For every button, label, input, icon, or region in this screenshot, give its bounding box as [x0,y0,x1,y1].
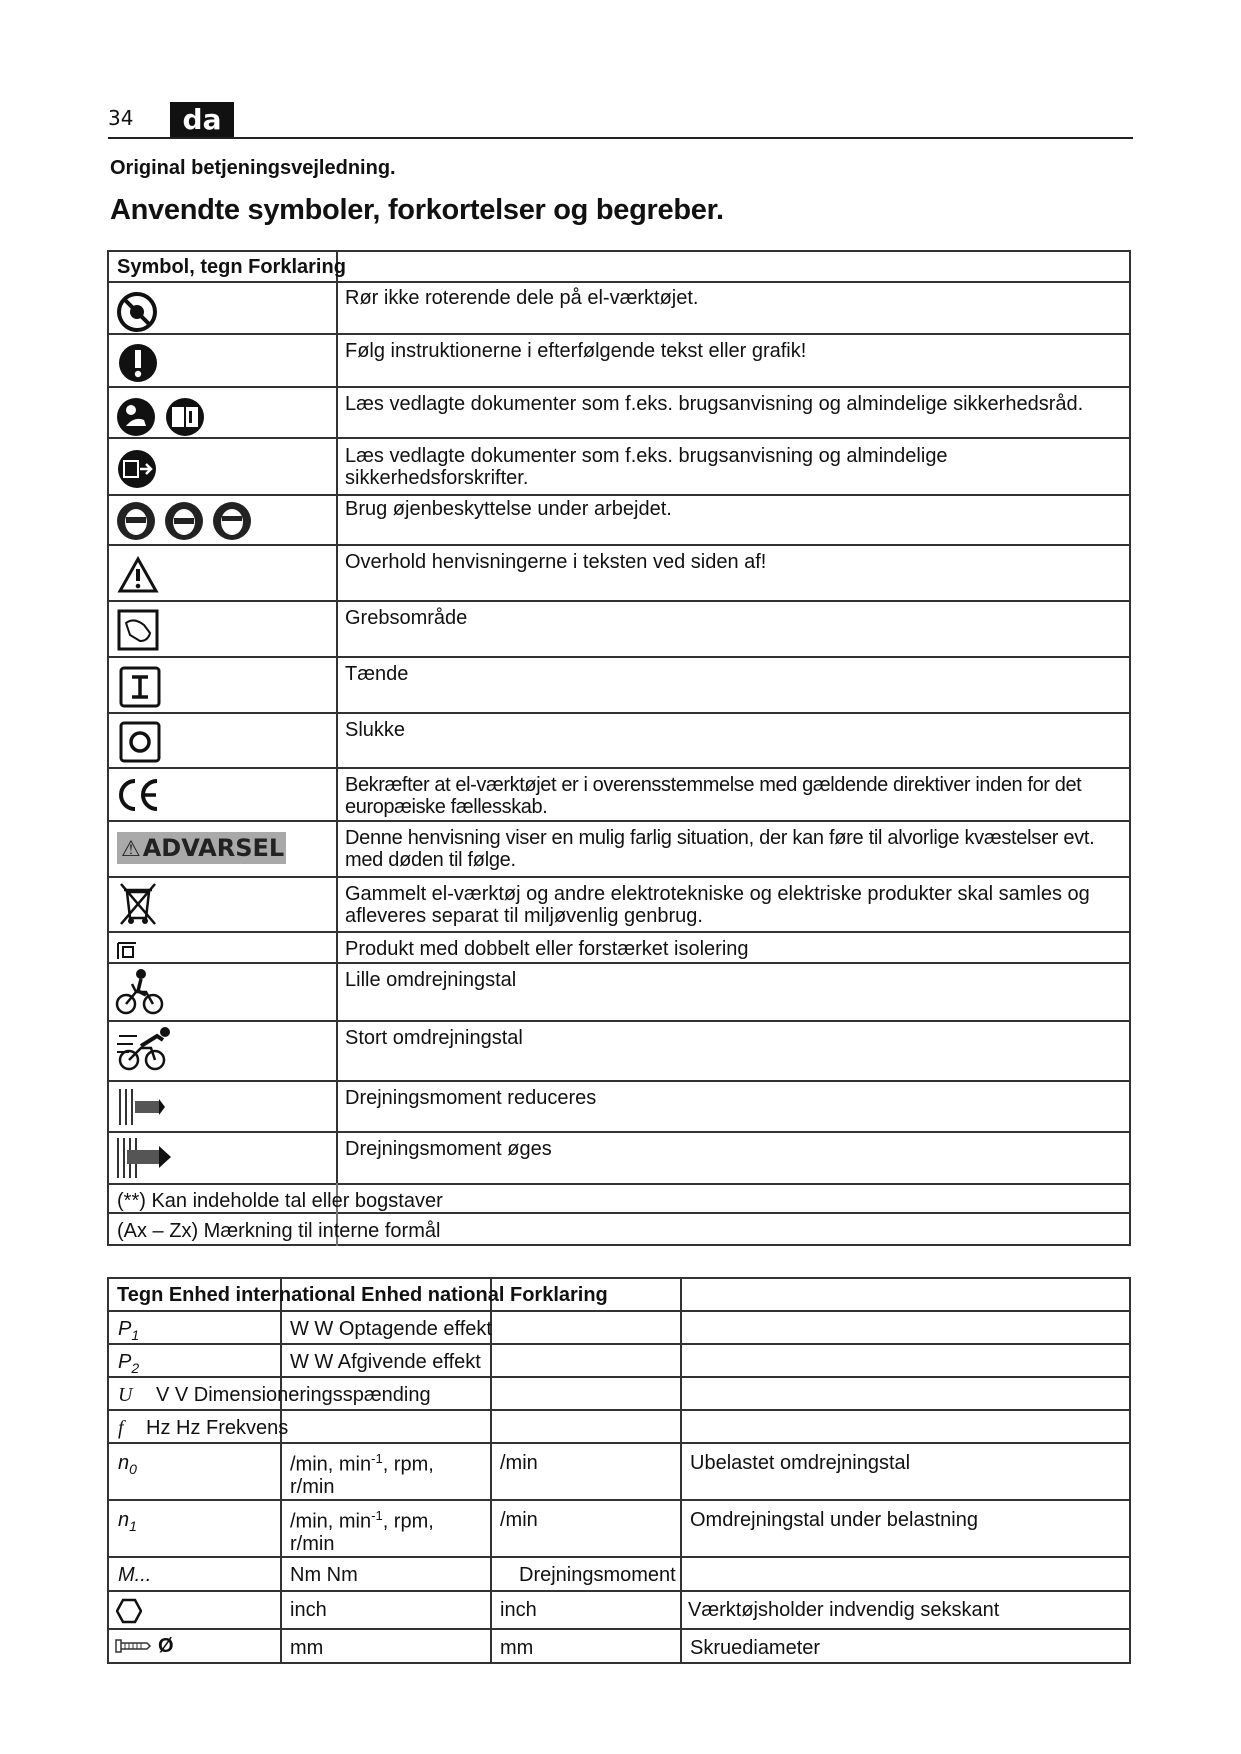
ce-mark-icon [117,778,161,812]
national-unit-cell: /min [500,1509,538,1531]
document-subtitle: Original betjeningsvejledning. [110,157,396,179]
power-off-icon [119,721,161,763]
symbol-cell: M... [118,1564,152,1586]
table-row-text: Læs vedlagte dokumenter som f.eks. brugsanvisning og almindelige sikkerhedsforskrifter. [345,445,948,489]
merged-line: W W Afgivende effekt [290,1351,481,1373]
table-row-text: Gammelt el-værktøj og andre elektrotekniske og elektriske produkter skal samles og afleveres separat til miljøvenlig genbrug. [345,883,1090,927]
table-row-text: Produkt med dobbelt eller forstærket isolering [345,938,749,960]
page-title: Anvendte symboler, forkortelser og begreber. [110,194,724,226]
national-unit-cell: /min [500,1452,538,1474]
table-row-text: Grebsområde [345,607,468,629]
read-documents-icon [116,448,158,490]
explanation-cell: Skruediameter [690,1637,821,1659]
low-speed-bicycle-icon [115,966,165,1016]
table-row-text: Drejningsmoment reduceres [345,1087,597,1109]
explanation-cell: Drejningsmoment [519,1564,676,1586]
national-unit-cell: mm [500,1637,534,1659]
torque-reduce-icon [117,1085,167,1129]
table-row-text: Læs vedlagte dokumenter som f.eks. brugsanvisning og almindelige sikkerhedsråd. [345,393,1084,415]
merged-line: Hz Hz Frekvens [146,1417,289,1439]
merged-line: W W Optagende effekt [290,1318,492,1340]
national-unit-cell: inch [500,1599,537,1621]
symbol-cell: U [118,1384,133,1406]
diameter-glyph: Ø [158,1635,174,1657]
intl-unit-cell: Nm Nm [290,1564,358,1586]
intl-unit-cell: mm [290,1637,324,1659]
double-insulation-icon [116,940,138,960]
symbol-cell: f [118,1417,124,1439]
mandatory-exclamation-icon [118,342,158,384]
merged-line: V V Dimensioneringsspænding [156,1384,431,1406]
table-row-text: Lille omdrejningstal [345,969,517,991]
symbol-cell: $n_1$ [118,1509,137,1534]
weee-crossed-bin-icon [117,880,159,928]
header-rule [108,137,1133,139]
power-on-icon [119,666,161,708]
footnote: (**) Kan indeholde tal eller bogstaver [117,1190,443,1212]
page-number: 34 [108,106,134,130]
table-row-text: Drejningsmoment øges [345,1138,552,1160]
warning-triangle-icon [117,556,159,594]
torque-increase-icon [115,1134,173,1182]
language-badge: da [170,102,234,138]
screw-diameter-icon [114,1637,152,1655]
table-row-text: Bekræfter at el-værktøjet er i overensstemmelse med gældende direktiver inden for det europæiske fællesskab. [345,774,1082,818]
table-row-text: Følg instruktionerne i efterfølgende tekst eller grafik! [345,340,807,362]
symbol-cell: $n_0$ [118,1452,137,1477]
intl-unit-cell: /min, $\min^{-1}$, rpm, r/min [290,1451,434,1498]
read-manual-icon [116,396,208,438]
grip-area-icon [117,609,159,651]
table-row-text: Brug øjenbeskyttelse under arbejdet. [345,498,672,520]
hexagon-socket-icon [116,1598,142,1624]
table-row-text: Rør ikke roterende dele på el-værktøjet. [345,287,699,309]
table-row-text: Overhold henvisningerne i teksten ved siden af! [345,551,767,573]
table-row-text: Stort omdrejningstal [345,1027,523,1049]
explanation-cell: Ubelastet omdrejningstal [690,1452,911,1474]
table-row-text: Tænde [345,663,409,685]
table-row-text: Slukke [345,719,406,741]
footnote: (Ax – Zx) Mærkning til interne formål [117,1220,441,1242]
advarsel-label: ⚠ADVARSEL [117,832,286,864]
eye-protection-icon [116,500,256,542]
table-row-text: Denne henvisning viser en mulig farlig situation, der kan føre til alvorlige kvæstelser evt. med døden til følge. [345,827,1095,871]
symbols-table-header: Symbol, tegn Forklaring [117,256,346,278]
explanation-cell: Omdrejningstal under belastning [690,1509,978,1531]
high-speed-bicycle-icon [115,1024,173,1074]
do-not-touch-rotating-parts-icon [116,291,158,333]
explanation-cell: Værktøjsholder indvendig sekskant [688,1599,1000,1621]
symbol-cell: $P_2$ [118,1351,140,1376]
intl-unit-cell: /min, $\min^{-1}$, rpm, r/min [290,1508,434,1555]
units-table-header: Tegn Enhed international Enhed national Forklaring [117,1284,608,1306]
intl-unit-cell: inch [290,1599,327,1621]
symbol-cell: $P_1$ [118,1318,140,1343]
